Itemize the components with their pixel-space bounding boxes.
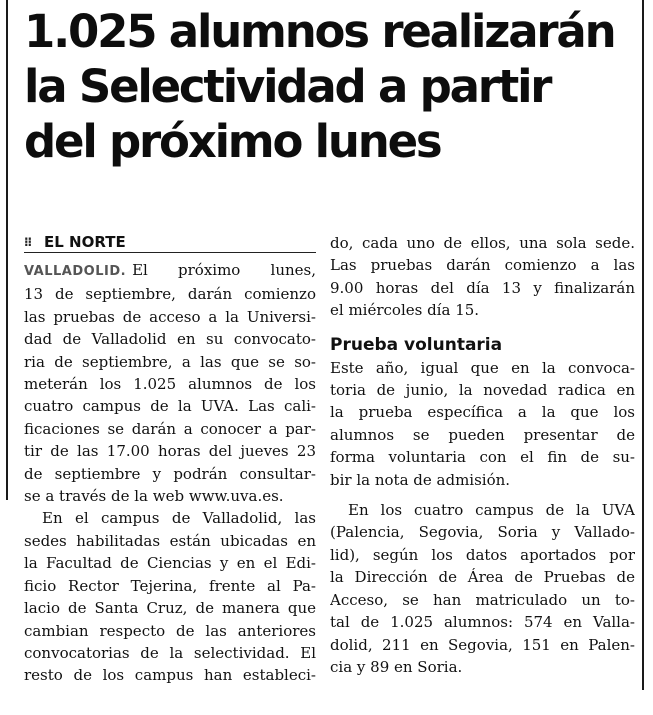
text-line: convocatorias de la selectividad. El: [24, 643, 316, 662]
headline-line: 1.025 alumnos realizarán: [24, 5, 615, 58]
text-line: 9.00 horas del día 13 y finalizarán: [330, 278, 635, 297]
right-column: [330, 232, 635, 678]
text-line: el miércoles día 15.: [330, 301, 480, 320]
text-line: las pruebas de acceso a la Universi-: [24, 307, 316, 326]
subheading: Prueba voluntaria: [330, 334, 503, 355]
locality: VALLADOLID.: [24, 264, 127, 279]
text-line: cuatro campus de la UVA. Las cali-: [24, 397, 316, 416]
source-name: EL NORTE: [44, 233, 126, 251]
text-line: (Palencia, Segovia, Soria y Vallado-: [330, 523, 635, 542]
paragraph: [330, 357, 635, 491]
text-line: ria de septiembre, a las que se so-: [24, 352, 316, 371]
text-line: se a través de la web www.uva.es.: [24, 487, 284, 506]
text-line: dolid, 211 en Segovia, 151 en Palen-: [330, 635, 635, 654]
paragraph: [330, 232, 635, 322]
text-line: cambian respecto de las anteriores: [24, 621, 316, 640]
text-line: [24, 259, 316, 283]
text-line: 13 de septiembre, darán comienzo: [24, 285, 316, 304]
text-line: la Dirección de Área de Pruebas de: [330, 568, 635, 587]
left-column-rule: [6, 0, 8, 500]
text-line: do, cada uno de ellos, una sola sede.: [330, 234, 635, 252]
text-line: la Facultad de Ciencias y en el Edi-: [24, 554, 316, 573]
text-line: meterán los 1.025 alumnos de los: [24, 375, 316, 394]
text-line: lacio de Santa Cruz, de manera que: [24, 599, 316, 618]
text-line: bir la nota de admisión.: [330, 470, 511, 489]
text-line-content: El próximo lunes,: [132, 261, 316, 279]
text-line: Este año, igual que en la convoca-: [330, 358, 635, 377]
text-line: sedes habilitadas están ubicadas en: [24, 531, 316, 550]
headline-line: del próximo lunes: [24, 115, 441, 168]
text-line: En los cuatro campus de la UVA: [348, 501, 635, 520]
left-column: [24, 232, 316, 687]
text-line: cia y 89 en Soria.: [330, 657, 463, 676]
headline-line: la Selectividad a partir: [24, 60, 551, 113]
text-line: lid), según los datos aportados por: [330, 545, 635, 564]
paragraph: [24, 507, 316, 686]
text-line: resto de los campus han estableci-: [24, 666, 316, 685]
text-line: tir de las 17.00 horas del jueves 23: [24, 442, 316, 461]
paragraph: [24, 259, 316, 507]
text-line: toria de junio, la novedad radica en: [330, 381, 635, 400]
byline: [24, 232, 316, 253]
right-column-rule: [642, 0, 644, 690]
paragraph: [330, 499, 635, 678]
byline-dots-icon: ⁝⁝: [24, 235, 32, 249]
text-line: ficio Rector Tejerina, frente al Pa-: [24, 576, 316, 595]
text-line: la prueba específica a la que los: [330, 403, 635, 422]
text-line: Acceso, se han matriculado un to-: [330, 590, 635, 609]
text-line: En el campus de Valladolid, las: [42, 509, 316, 528]
text-line: dad de Valladolid en su convocato-: [24, 330, 316, 349]
headline: [24, 4, 634, 169]
text-line: tal de 1.025 alumnos: 574 en Valla-: [330, 613, 635, 632]
text-line: alumnos se pueden presentar de: [330, 425, 635, 444]
text-line: de septiembre y podrán consultar-: [24, 464, 316, 483]
text-line: ficaciones se darán a conocer a par-: [24, 419, 316, 438]
text-line: Las pruebas darán comienzo a las: [330, 256, 635, 275]
text-line: forma voluntaria con el fin de su-: [330, 448, 635, 467]
